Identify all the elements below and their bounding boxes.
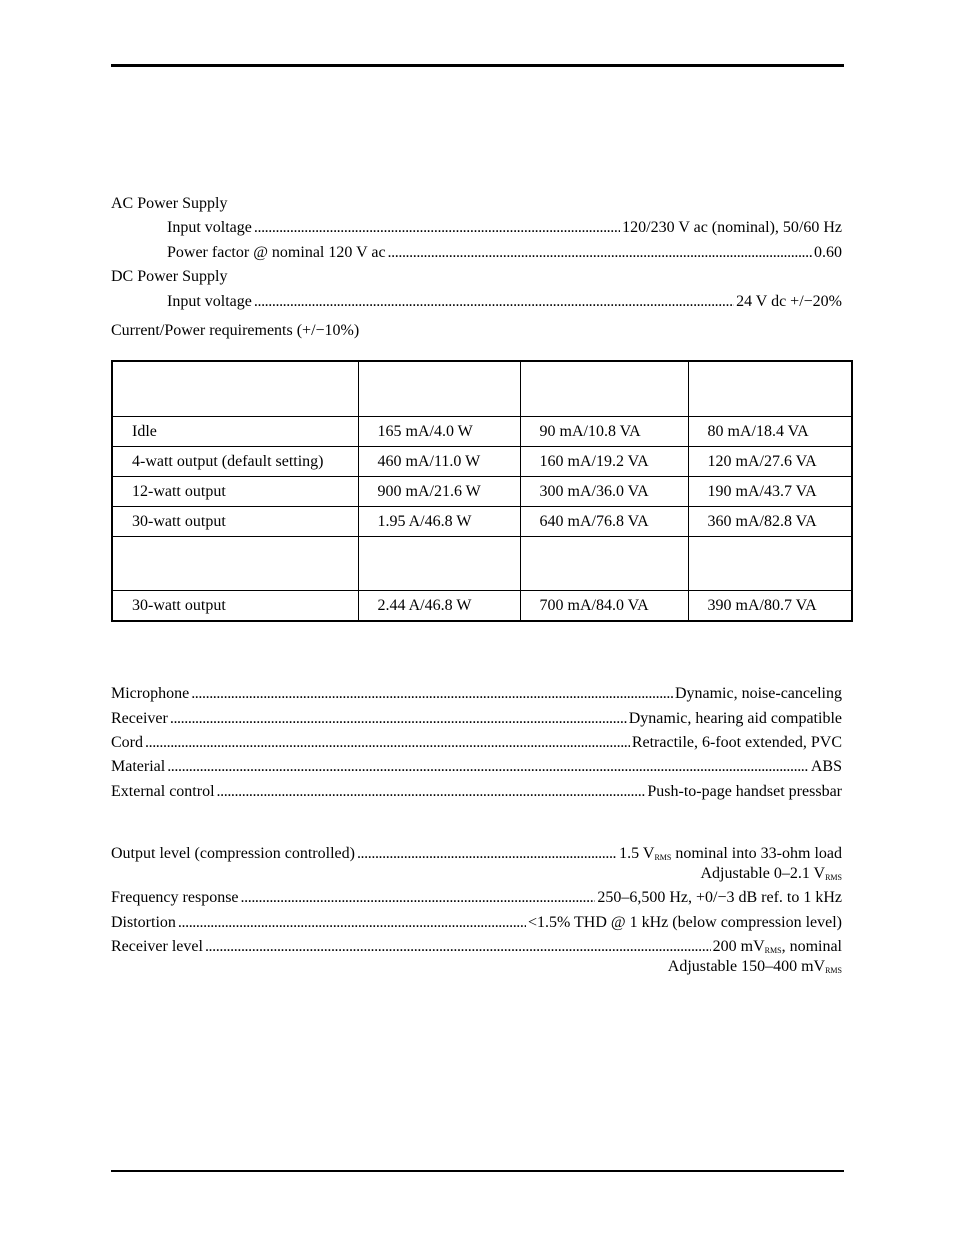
spec-value: ABS [810,758,842,775]
table-cell: 190 mA/43.7 VA [688,477,852,507]
value-part: 200 mV [712,938,765,955]
leader-dots [170,709,627,729]
spec-row [111,733,842,753]
header-cell [358,361,520,417]
table-cell: 700 mA/84.0 VA [520,591,688,622]
spec-row [111,684,842,704]
spec-label: Microphone [111,685,190,702]
spec-label: Distortion [111,914,176,931]
table-cell: 900 mA/21.6 W [358,477,520,507]
table-cell: Idle [112,417,358,447]
leader-dots [241,888,596,908]
spec-label: Receiver level [111,938,203,955]
header-cell [520,361,688,417]
spec-value: Push-to-page handset pressbar [647,783,842,800]
table-header-row [112,537,852,591]
table-cell: 390 mA/80.7 VA [688,591,852,622]
spec-label: Input voltage [167,219,252,236]
table-cell: 80 mA/18.4 VA [688,417,852,447]
spec-value: 250–6,500 Hz, +0/−3 dB ref. to 1 kHz [597,889,842,906]
table-cell: 1.95 A/46.8 W [358,507,520,537]
spec-row [111,709,842,729]
header-cell [520,537,688,591]
value-part: 1.5 V [619,845,655,862]
leader-dots [205,937,711,957]
value-part: Adjustable 150–400 mV [667,958,826,975]
table-cell: 640 mA/76.8 VA [520,507,688,537]
value-part: , nominal [781,938,842,955]
requirements-table [111,360,853,622]
dc-power-title: DC Power Supply [111,268,228,285]
spec-row [167,243,842,263]
table-cell: 2.44 A/46.8 W [358,591,520,622]
leader-dots [191,684,673,704]
table-row [112,507,852,537]
spec-value [619,844,842,866]
bottom-rule [111,1170,844,1172]
spec-row [167,292,842,312]
table-cell: 460 mA/11.0 W [358,447,520,477]
spec-row [111,888,842,908]
table-row [112,477,852,507]
spec-label: Power factor @ nominal 120 V ac [167,244,386,261]
spec-row [167,218,842,238]
spec-value: 0.60 [814,244,842,261]
table-header-row [112,361,852,417]
spec-label: External control [111,783,215,800]
spec-adjust [668,957,842,979]
spec-value: <1.5% THD @ 1 kHz (below compression level) [527,914,842,931]
header-cell [688,537,852,591]
header-cell [112,361,358,417]
spec-adjust [701,864,843,886]
spec-label: Material [111,758,166,775]
leader-dots [178,913,526,933]
spec-value: Dynamic, hearing aid compatible [628,710,842,727]
spec-row [111,937,842,957]
table-cell: 4-watt output (default setting) [112,447,358,477]
spec-row [111,844,842,864]
spec-label: Frequency response [111,889,239,906]
spec-value: 24 V dc +/−20% [736,293,842,310]
leader-dots [388,243,812,263]
table-row [112,417,852,447]
table-cell: 90 mA/10.8 VA [520,417,688,447]
header-cell [112,537,358,591]
leader-dots [145,733,630,753]
table-cell: 360 mA/82.8 VA [688,507,852,537]
spec-label: Output level (compression controlled) [111,845,355,862]
table-cell: 30-watt output [112,507,358,537]
spec-label: Cord [111,734,143,751]
rms-subscript: RMS [764,946,782,955]
top-rule [111,64,844,67]
table-cell: 30-watt output [112,591,358,622]
header-cell [358,537,520,591]
table-row [112,447,852,477]
current-power-title: Current/Power requirements (+/−10%) [111,322,360,339]
leader-dots [217,782,646,802]
table-row [112,591,852,622]
spec-label: Receiver [111,710,168,727]
table-cell: 12-watt output [112,477,358,507]
spec-label: Input voltage [167,293,252,310]
spec-row [111,913,842,933]
leader-dots [167,757,809,777]
table-cell: 120 mA/27.6 VA [688,447,852,477]
rms-subscript: RMS [825,873,842,882]
spec-value: Dynamic, noise-canceling [674,685,842,702]
ac-power-title: AC Power Supply [111,195,228,212]
header-cell [688,361,852,417]
rms-subscript: RMS [825,966,842,975]
spec-row [111,782,842,802]
value-part: nominal into 33-ohm load [671,845,842,862]
leader-dots [254,218,620,238]
spec-row [111,757,842,777]
table-cell: 160 mA/19.2 VA [520,447,688,477]
value-part: Adjustable 0–2.1 V [700,865,826,882]
rms-subscript: RMS [654,853,672,862]
table-cell: 165 mA/4.0 W [358,417,520,447]
spec-value [713,937,842,959]
spec-value: 120/230 V ac (nominal), 50/60 Hz [622,219,842,236]
spec-value: Retractile, 6-foot extended, PVC [631,734,842,751]
table-cell: 300 mA/36.0 VA [520,477,688,507]
leader-dots [254,292,734,312]
leader-dots [357,844,617,864]
